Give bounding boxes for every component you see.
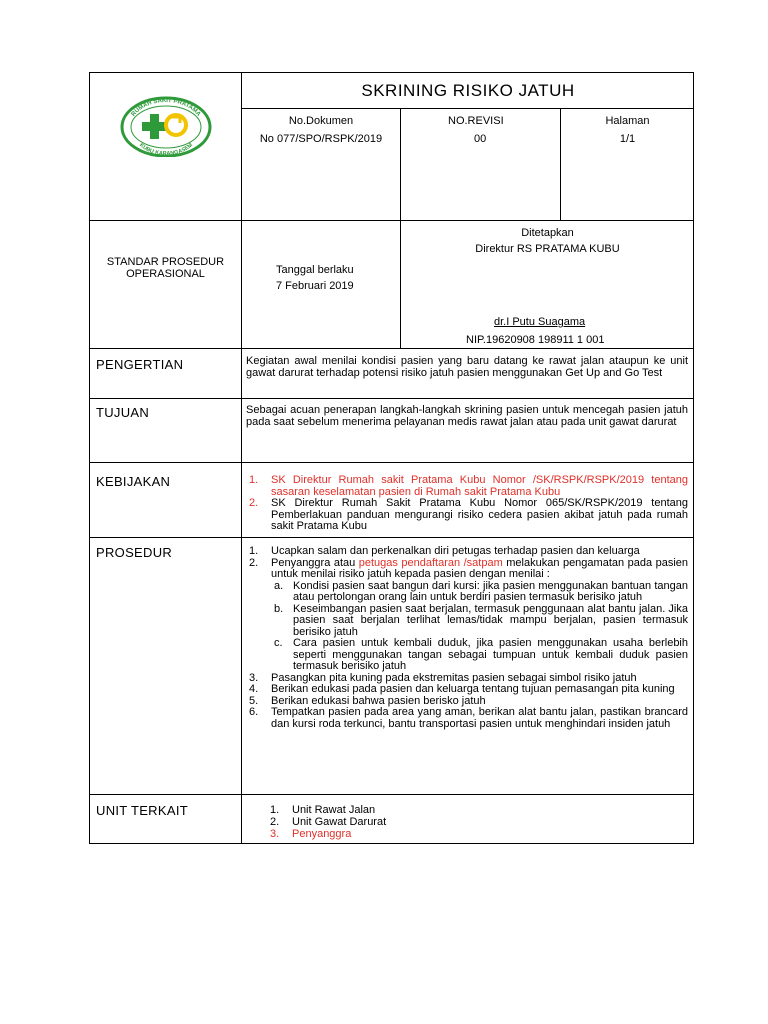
item-number: 4. (249, 683, 259, 695)
logo-bottom-text: KUBU KARANGASEM (138, 142, 194, 157)
cross-icon-bar (142, 122, 167, 131)
item-number: 1. (249, 545, 259, 557)
tujuan-label: TUJUAN (96, 405, 150, 420)
signer-nip: NIP.19620908 198911 1 001 (466, 334, 605, 346)
row-divider (90, 220, 694, 221)
item-text: Pasangkan pita kuning pada ekstremitas pasien sebagai simbol risiko jatuh (271, 671, 637, 684)
item-number: 1. (249, 474, 259, 486)
page-value: 1/1 (619, 133, 636, 145)
subitem-letter: b. (274, 602, 284, 615)
item-text-pre: Penyanggra atau (271, 556, 359, 569)
row-divider (90, 348, 694, 349)
prosedur-item (246, 707, 688, 730)
kebijakan-item (246, 475, 688, 498)
logo-top-text: RUMAH SAKIT PRATAMA (130, 97, 202, 118)
sop-label-line2: OPERASIONAL (126, 268, 205, 280)
prosedur-subitem (271, 581, 688, 604)
pengertian-label: PENGERTIAN (96, 357, 184, 372)
item-number: 5. (249, 694, 259, 707)
subitem-letter: c. (274, 637, 283, 649)
column-divider (241, 73, 242, 844)
unit-item (270, 816, 386, 828)
item-text-highlight: petugas pendaftaran /satpam (358, 556, 503, 569)
item-number: 2. (249, 556, 259, 569)
sop-label-line1: STANDAR PROSEDUR (106, 256, 225, 268)
approver-title: Direktur RS PRATAMA KUBU (475, 243, 620, 255)
row-divider (90, 794, 694, 795)
unit-item (270, 828, 386, 840)
kebijakan-label: KEBIJAKAN (96, 474, 171, 489)
doc-number-value: No 077/SPO/RSPK/2019 (259, 133, 383, 145)
doc-number-label: No.Dokumen (288, 115, 354, 127)
signer-name: dr.I Putu Suagama (494, 316, 586, 328)
kebijakan-list (246, 475, 688, 533)
item-text-post: melakukan pengamatan pada pasien untuk menilai risiko jatuh kepada pasien dengan menilai : (271, 556, 688, 580)
row-divider (90, 537, 694, 538)
item-text: Ucapkan salam dan perkenalkan diri petugas terhadap pasien dan keluarga (271, 545, 640, 557)
prosedur-item (246, 558, 688, 673)
row-divider (90, 398, 694, 399)
item-number: 6. (249, 706, 259, 718)
prosedur-subitem (271, 604, 688, 639)
item-number: 3. (249, 671, 259, 684)
item-text: Berikan edukasi pada pasien dan keluarga tentang tujuan pemasangan pita kuning (271, 683, 675, 695)
revision-value: 00 (474, 133, 487, 145)
item-text: Unit Gawat Darurat (292, 816, 387, 828)
item-number: 1. (270, 804, 280, 816)
subitem-text: Kondisi pasien saat bangun dari kursi: jika pasien menggunakan bantuan tangan atau pertolongan orang lain untuk berdiri pasien termasuk berisiko jatuh (293, 579, 688, 603)
unit-item (270, 804, 386, 816)
unit-terkait-label: UNIT TERKAIT (96, 803, 188, 818)
revision-label: NO.REVISI (448, 115, 504, 127)
kebijakan-item (246, 498, 688, 533)
prosedur-subitem (271, 638, 688, 673)
prosedur-list (246, 546, 688, 730)
subitem-text: Keseimbangan pasien saat berjalan, termasuk penggunaan alat bantu jalan. Jika pasien saat berjalan terlihat lemas/tidak mampu berjalan, pasien termasuk berisiko jatuh (293, 602, 688, 638)
item-text: SK Direktur Rumah Sakit Pratama Kubu Nomor 065/SK/RSPK/2019 tentang Pemberlakuan panduan mengurangi risiko cedera pasien akibat jatuh pada rumah sakit Pratama Kubu (271, 497, 688, 532)
tujuan-text: Sebagai acuan penerapan langkah-langkah skrining pasien untuk mencegah pasien jatuh pada saat sebelum menerima pelayanan medis rawat jalan atau pada unit gawat darurat (246, 404, 688, 428)
item-number: 2. (270, 816, 280, 828)
pengertian-text: Kegiatan awal menilai kondisi pasien yang baru datang ke rawat jalan ataupun ke unit gawat darurat terhadap potensi risiko jatuh pasien menggunakan Get Up and Go Test (246, 355, 688, 379)
item-text: Tempatkan pasien pada area yang aman, berikan alat bantu jalan, pastikan brancard dan kursi roda terkunci, bantu transportasi pasien untuk menghindari insiden jatuh (271, 706, 688, 730)
item-number: 3. (270, 828, 280, 840)
row-divider (90, 462, 694, 463)
unit-list (270, 804, 386, 840)
page-label: Halaman (605, 115, 650, 127)
item-number: 2. (249, 497, 259, 509)
subitem-text: Cara pasien untuk kembali duduk, jika pasien menggunakan usaha berlebih seperti menggunakan tangan sebagai tumpuan untuk kembali duduk pasien termasuk berisiko jatuh (293, 637, 688, 672)
subitem-letter: a. (274, 579, 284, 592)
approved-label: Ditetapkan (521, 227, 574, 239)
item-text: Unit Rawat Jalan (292, 804, 376, 816)
sop-label (90, 256, 241, 280)
item-text: SK Direktur Rumah sakit Pratama Kubu Nomor /SK/RSPK/RSPK/2019 tentang sasaran keselamatan pasien di Rumah sakit Pratama Kubu (271, 474, 688, 498)
effective-date-value: 7 Februari 2019 (276, 280, 354, 292)
item-text: Berikan edukasi bahwa pasien berisko jatuh (271, 694, 486, 707)
hospital-logo (120, 95, 212, 157)
item-text: Penyanggra (292, 828, 352, 840)
prosedur-label: PROSEDUR (96, 545, 173, 560)
document-title: SKRINING RISIKO JATUH (361, 81, 575, 100)
header-col-divider (400, 108, 401, 220)
effective-date-label: Tanggal berlaku (276, 264, 354, 276)
sop-document (89, 72, 694, 844)
